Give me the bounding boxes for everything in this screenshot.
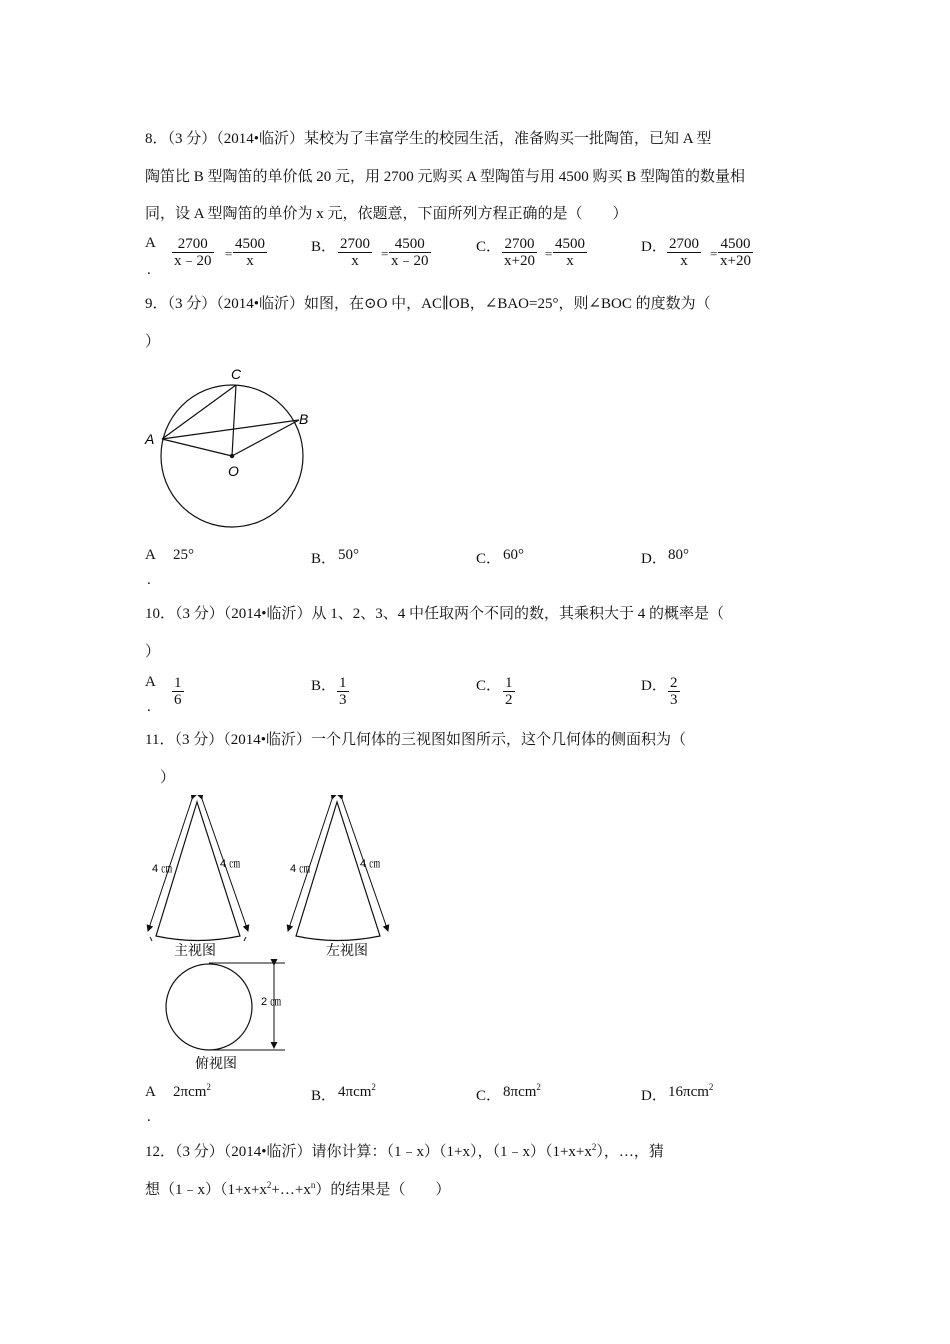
q8-option-b-equals: = — [381, 246, 389, 261]
q9-option-b-letter: B． — [311, 551, 337, 567]
q8-line-1: 8．（3 分）（2014•临沂）某校为了丰富学生的校园生活，准备购买一批陶笛，已知 A 型 — [145, 131, 712, 147]
q11-option-a-value: 2πcm$^2$ — [173, 1082, 211, 1100]
q8-option-d-equals: = — [710, 246, 718, 261]
option-a-dot: . — [147, 1109, 151, 1125]
left-view — [288, 799, 388, 958]
q10-option-c-fraction: $\frac{1}{2}$ — [505, 675, 513, 708]
q9-line-1: 9．（3 分）（2014•临沂）如图，在⊙O 中，AC∥OB，∠BAO=25°，则∠BOC 的度数为（ — [145, 296, 711, 312]
top-view — [166, 963, 285, 1071]
q11-option-a-letter: A — [145, 1084, 156, 1100]
q8-line-3: 同，设 A 型陶笛的单价为 x 元，依题意，下面所列方程正确的是（ ） — [145, 206, 628, 222]
q10-option-a-fraction: $\frac{1}{6}$ — [174, 675, 182, 708]
q8-option-b-letter: B． — [311, 239, 337, 255]
q10-line-1: 10．（3 分）（2014•临沂）从 1、2、3、4 中任取两个不同的数，其乘积大于 4 的概率是（ — [145, 606, 725, 622]
q12-line-2: 想$(1﹣x)(1+x+x^2+\dots+x^n)$的结果是（ ） — [145, 1180, 451, 1198]
q8-option-c-left-fraction: $\frac{2700}{x+20}$ — [504, 236, 535, 269]
q10-option-d-fraction: $\frac{2}{3}$ — [670, 675, 678, 708]
q11-option-b-letter: B． — [311, 1088, 337, 1104]
q11-three-view-figure — [140, 795, 410, 1080]
top-view-label: 俯视图 — [195, 1055, 237, 1071]
label-b: B — [299, 411, 309, 427]
q9-option-c-letter: C． — [476, 551, 502, 567]
q11-line-2: ） — [160, 770, 176, 786]
q8-option-d-left-fraction: $\frac{2700}{x}$ — [669, 236, 699, 269]
q11-option-c-letter: C． — [476, 1088, 502, 1104]
front-view-label: 主视图 — [174, 942, 216, 958]
label-a: A — [145, 431, 155, 447]
left-view-label: 左视图 — [326, 942, 368, 958]
q8-option-a-letter: A — [145, 235, 156, 251]
q9-option-d-value: 80° — [668, 547, 689, 563]
q10-option-c-letter: C． — [476, 678, 502, 694]
q8-line-2: 陶笛比 B 型陶笛的单价低 20 元，用 2700 元购买 A 型陶笛与用 4500 购买 B 型陶笛的数量相 — [145, 169, 746, 185]
top-view-dimension: 2 ㎝ — [261, 996, 282, 1008]
q9-option-c-value: 60° — [503, 547, 524, 563]
q8-option-c-equals: = — [545, 246, 553, 261]
q9-option-b-value: 50° — [338, 547, 359, 563]
q9-option-a-letter: A — [145, 547, 156, 563]
q10-option-a-letter: A — [145, 674, 156, 690]
option-a-dot: . — [147, 262, 151, 278]
q10-line-2: ） — [145, 644, 161, 660]
q8-option-d-right-fraction: $\frac{4500}{x+20}$ — [720, 236, 751, 269]
front-view — [148, 799, 248, 958]
q11-option-d-letter: D． — [641, 1088, 667, 1104]
q11-line-1: 11．（3 分）（2014•临沂）一个几何体的三视图如图所示，这个几何体的侧面积为（ — [145, 732, 686, 748]
q8-option-a-right-fraction: $\frac{4500}{x}$ — [235, 236, 265, 269]
option-a-dot: . — [147, 699, 151, 715]
q8-option-a-equals: = — [225, 246, 233, 261]
q10-option-b-fraction: $\frac{1}{3}$ — [339, 675, 347, 708]
q9-option-a-value: 25° — [173, 547, 194, 563]
segment-ob — [232, 420, 299, 456]
segment-ao — [162, 439, 232, 456]
q10-option-d-letter: D． — [641, 678, 667, 694]
q8-option-a-left-fraction: $\frac{2700}{x﹣20}$ — [174, 236, 212, 269]
q8-option-b-right-fraction: $\frac{4500}{x﹣20}$ — [391, 236, 429, 269]
q9-line-2: ） — [145, 334, 161, 350]
q8-option-d-letter: D． — [641, 239, 667, 255]
q11-option-d-value: 16πcm$^2$ — [668, 1082, 714, 1100]
front-right-dimension: 4 ㎝ — [220, 858, 241, 870]
segment-oc — [232, 385, 236, 456]
left-view-right-dimension: 4 ㎝ — [360, 858, 381, 870]
option-a-dot: . — [147, 572, 151, 588]
q8-option-c-right-fraction: $\frac{4500}{x}$ — [555, 236, 585, 269]
q8-option-b-left-fraction: $\frac{2700}{x}$ — [340, 236, 370, 269]
label-o: O — [228, 463, 239, 479]
left-view-left-dimension: 4 ㎝ — [290, 863, 311, 875]
front-left-dimension: 4 ㎝ — [152, 863, 173, 875]
label-c: C — [231, 366, 242, 382]
q8-option-c-letter: C． — [476, 239, 502, 255]
q9-circle-figure — [138, 360, 318, 535]
q12-line-1: 12．（3 分）（2014•临沂）请你计算：（1﹣x）（1+x），$(1﹣x)(1+x+x^2)$，…，猜 — [145, 1142, 664, 1160]
center-point-o — [230, 454, 234, 458]
q11-option-b-value: 4πcm$^2$ — [338, 1082, 376, 1100]
q11-option-c-value: 8πcm$^2$ — [503, 1082, 541, 1100]
q10-option-b-letter: B． — [311, 678, 337, 694]
segment-ab — [162, 420, 299, 439]
q9-option-d-letter: D． — [641, 551, 667, 567]
